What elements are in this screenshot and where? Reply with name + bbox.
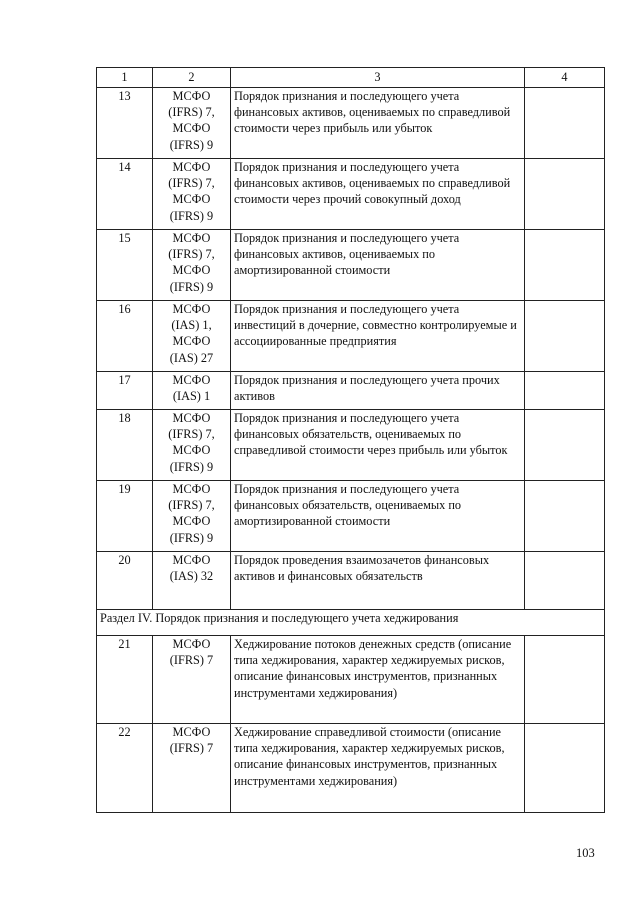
row-number: 22: [97, 724, 153, 813]
standard-cell: [153, 159, 231, 230]
standard-cell: [153, 88, 231, 159]
standard-line: (IFRS) 9: [169, 208, 214, 223]
table-row: [97, 724, 605, 813]
header-row: [97, 68, 605, 88]
standard-line: (IFRS) 7,: [168, 427, 215, 442]
note-cell: [525, 159, 605, 230]
description-cell: Порядок признания и последующего учета финансовых обязательств, оцениваемых по справедливой стоимости через прибыль или убыток: [231, 410, 525, 481]
standard-line: (IFRS) 7: [169, 653, 214, 668]
row-number: 14: [97, 159, 153, 230]
description-cell: Порядок проведения взаимозачетов финансовых активов и финансовых обязательств: [231, 552, 525, 610]
page-number: 103: [576, 846, 595, 860]
standard-cell: [153, 636, 231, 724]
description-cell: Порядок признания и последующего учета инвестиций в дочерние, совместно контролируемые и ассоциированные предприятия: [231, 301, 525, 372]
standard-line: (IFRS) 9: [169, 137, 214, 152]
note-cell: [525, 724, 605, 813]
standard-cell: [153, 481, 231, 552]
description-cell: Порядок признания и последующего учета финансовых активов, оцениваемых по справедливой стоимости через прибыль или убыток: [231, 88, 525, 159]
standard-line: МСФО: [172, 725, 211, 739]
header-col-4: 4: [525, 68, 605, 88]
standard-line: МСФО: [172, 637, 211, 651]
standard-cell: [153, 230, 231, 301]
note-cell: [525, 552, 605, 610]
table-row: [97, 301, 605, 372]
standard-line: (IFRS) 9: [169, 279, 214, 294]
description-cell: Хеджирование потоков денежных средств (описание типа хеджирования, характер хеджируемых рисков, описание финансовых инструментов, признанных инструментами хеджирования): [231, 636, 525, 724]
row-number: 17: [97, 372, 153, 410]
description-cell: Хеджирование справедливой стоимости (описание типа хеджирования, характер хеджируемых рисков, описание финансовых инструментов, признанных инструментами хеджирования): [231, 724, 525, 813]
standard-line: (IFRS) 9: [169, 530, 214, 545]
note-cell: [525, 481, 605, 552]
standard-line: (IAS) 1: [172, 389, 211, 404]
standard-line: МСФО: [172, 89, 211, 103]
section-title: Раздел IV. Порядок признания и последующего учета хеджирования: [97, 610, 605, 636]
standard-cell: [153, 301, 231, 372]
table-row: [97, 636, 605, 724]
standard-line: МСФО: [172, 411, 211, 425]
standard-line: МСФО: [172, 231, 211, 245]
standard-line: МСФО: [172, 302, 211, 316]
row-number: 15: [97, 230, 153, 301]
standard-line: МСФО: [172, 334, 211, 349]
row-number: 19: [97, 481, 153, 552]
standard-line: (IFRS) 9: [169, 459, 214, 474]
standard-cell: [153, 372, 231, 410]
standard-cell: [153, 410, 231, 481]
table-row: [97, 481, 605, 552]
description-cell: Порядок признания и последующего учета финансовых активов, оцениваемых по амортизированной стоимости: [231, 230, 525, 301]
standard-line: МСФО: [172, 160, 211, 174]
table-row: [97, 88, 605, 159]
header-col-2: 2: [153, 68, 231, 88]
standard-line: МСФО: [172, 192, 211, 207]
standard-cell: [153, 724, 231, 813]
description-cell: Порядок признания и последующего учета прочих активов: [231, 372, 525, 410]
row-number: 16: [97, 301, 153, 372]
note-cell: [525, 301, 605, 372]
standard-line: (IAS) 32: [169, 569, 214, 584]
standard-line: (IFRS) 7: [169, 741, 214, 756]
header-col-1: 1: [97, 68, 153, 88]
standard-line: (IFRS) 7,: [168, 176, 215, 191]
description-cell: Порядок признания и последующего учета финансовых обязательств, оцениваемых по амортизированной стоимости: [231, 481, 525, 552]
note-cell: [525, 636, 605, 724]
note-cell: [525, 372, 605, 410]
row-number: 20: [97, 552, 153, 610]
row-number: 13: [97, 88, 153, 159]
description-cell: Порядок признания и последующего учета финансовых активов, оцениваемых по справедливой стоимости через прочий совокупный доход: [231, 159, 525, 230]
table-row: [97, 552, 605, 610]
table-row: [97, 410, 605, 481]
table-row: [97, 159, 605, 230]
table-row: [97, 230, 605, 301]
standard-line: МСФО: [172, 121, 211, 136]
note-cell: [525, 230, 605, 301]
note-cell: [525, 88, 605, 159]
standard-line: (IAS) 1,: [171, 318, 212, 333]
standard-line: МСФО: [172, 373, 211, 387]
note-cell: [525, 410, 605, 481]
standards-table: [96, 67, 605, 813]
standard-line: МСФО: [172, 443, 211, 458]
section-row: [97, 610, 605, 636]
row-number: 21: [97, 636, 153, 724]
standard-line: МСФО: [172, 553, 211, 567]
standard-line: (IFRS) 7,: [168, 247, 215, 262]
standard-cell: [153, 552, 231, 610]
standard-line: (IAS) 27: [169, 350, 214, 365]
standard-line: (IFRS) 7,: [168, 498, 215, 513]
header-col-3: 3: [231, 68, 525, 88]
standard-line: МСФО: [172, 263, 211, 278]
table-row: [97, 372, 605, 410]
standard-line: МСФО: [172, 482, 211, 496]
row-number: 18: [97, 410, 153, 481]
standard-line: МСФО: [172, 514, 211, 529]
standard-line: (IFRS) 7,: [168, 105, 215, 120]
